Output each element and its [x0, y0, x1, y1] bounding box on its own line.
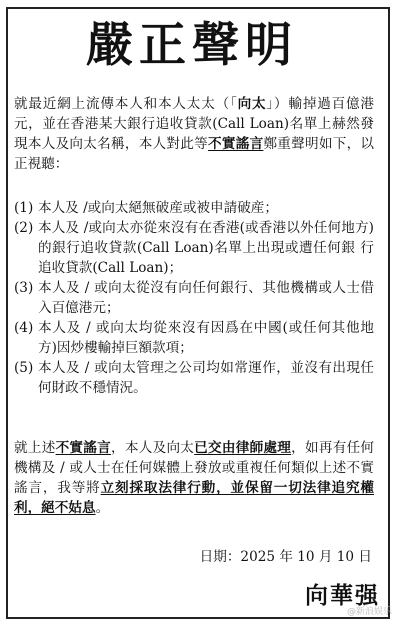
closing-text-3: ，如再有任何機構及 / 或人士在任何媒體上發放或重複任何類似上述不實謠言，我等將 — [14, 440, 375, 496]
item-number: (5) — [14, 360, 34, 376]
closing-end: 。 — [95, 500, 110, 516]
item-number: (2) — [14, 220, 34, 236]
item-text: 本人及 / 或向太從沒有向任何銀行、其他機構或人士借入百億港元； — [38, 280, 374, 316]
item-text: 本人及 / 或向太均從來沒有因爲在中國(或任何其他地方)因炒樓輸掉巨額款項； — [38, 320, 374, 356]
closing-text-2: ，本人及向太 — [111, 440, 195, 456]
legal-action: 立刻採取法律行動，並保留一切法律追究權利，絕不姑息 — [14, 480, 375, 516]
closing-text-1: 就上述 — [14, 440, 56, 456]
statement-date: 日期：2025 年 10 月 10 日 — [199, 549, 372, 565]
list-item — [14, 278, 374, 318]
rumor-label: 不實謠言 — [208, 136, 264, 152]
intro-paragraph — [14, 94, 374, 174]
list-item — [14, 318, 374, 358]
signature: 向華强 — [305, 582, 380, 609]
page-title: 嚴正聲明 — [86, 18, 298, 73]
list-item — [14, 218, 374, 278]
item-number: (3) — [14, 280, 34, 296]
wife-alias: 向太 — [237, 96, 267, 112]
declaration-list — [14, 198, 374, 398]
intro-text-1: 就最近網上流傳本人和本人太太（「 — [14, 96, 238, 112]
watermark: @新浪娱乐 — [346, 607, 392, 617]
item-text: 本人及 /或向太亦從來沒有在香港(或香港以外任何地方)的銀行追收貸款(Call Loan)名單上出現或遭任何銀 行追收貸款(Call Loan)； — [38, 220, 374, 276]
item-text: 本人及 / 或向太管理之公司均如常運作，並沒有出現任何財政不穩情況。 — [38, 360, 374, 396]
list-item — [14, 358, 374, 398]
lawyer-handling: 已交由律師處理 — [194, 440, 292, 456]
item-text: 本人及 /或向太絕無破産或被申請破産； — [38, 200, 278, 216]
closing-rumor-label: 不實謠言 — [55, 440, 112, 456]
intro-text-3: 鄭重聲明如下，以正視聽： — [14, 136, 375, 172]
item-number: (1) — [14, 200, 34, 216]
item-number: (4) — [14, 320, 34, 336]
list-item — [14, 198, 374, 218]
closing-paragraph — [14, 438, 374, 518]
intro-text-2: 」）輸掉過百億港元，並在香港某大銀行追收貸款(Call Loan)名單上赫然發現本人及向太名稱，本人對此等 — [14, 96, 375, 152]
